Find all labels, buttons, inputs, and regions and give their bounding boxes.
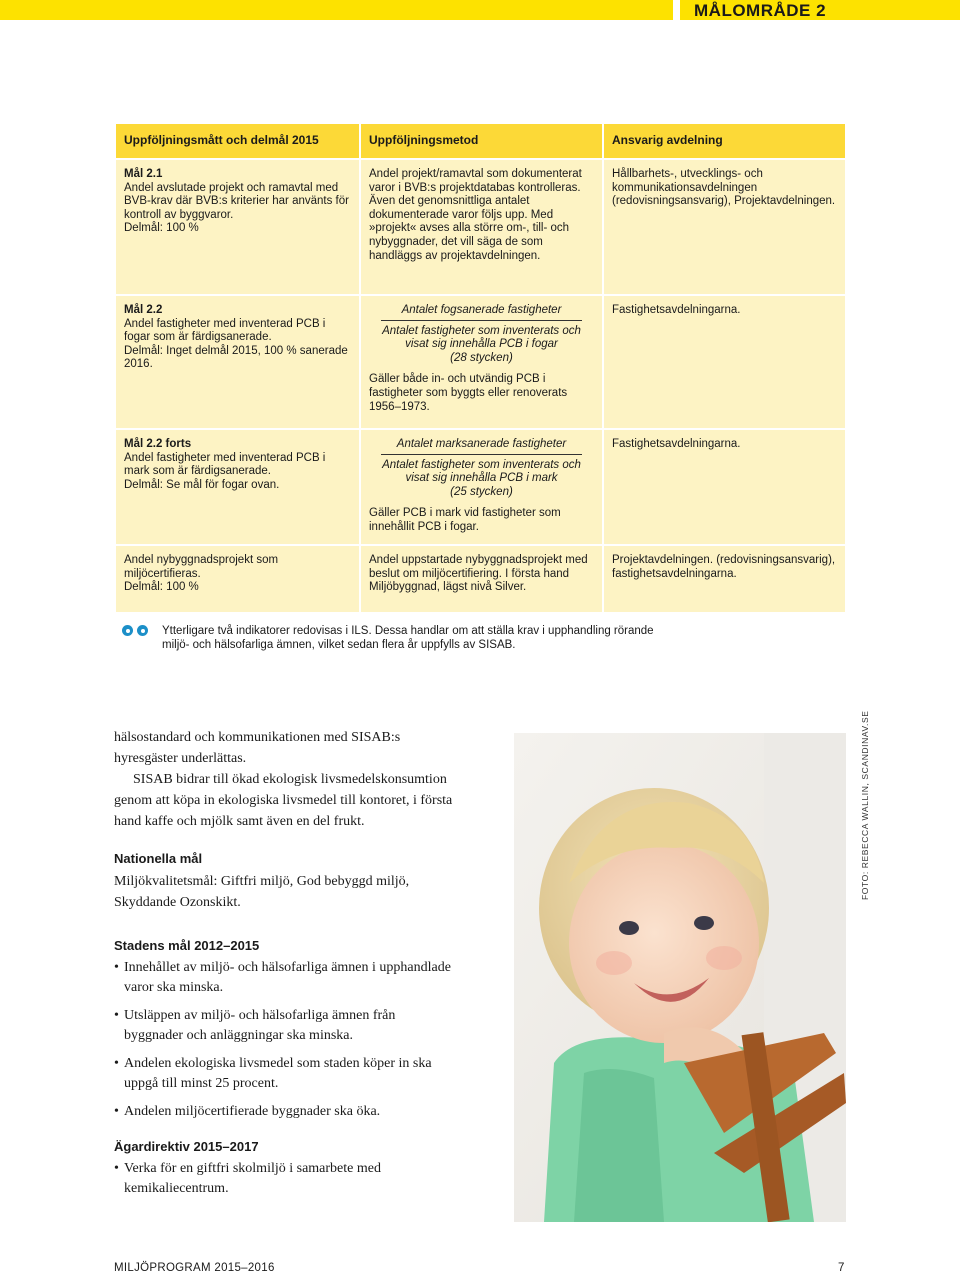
section-tag: MÅLOMRÅDE 2: [680, 0, 960, 20]
responsible-department: Projektavdelningen. (redovisningsansvarig), fastighetsavdelningarna.: [602, 546, 845, 612]
paragraph: SISAB bidrar till ökad ekologisk livsmedelskonsumtion genom att köpa in ekologiska livsmedel till kontoret, i första hand kaffe och mjölk samt även en del frukt.: [114, 772, 453, 829]
goal-id: Mål 2.2: [124, 304, 163, 316]
goal-id: Mål 2.1: [124, 168, 163, 180]
ils-note-text: Ytterligare två indikatorer redovisas i ILS. Dessa handlar om att ställa krav i upphandling rörande miljö- och hälsofarliga ämnen, vilket sedan flera år uppfylls av SISAB.: [162, 625, 654, 651]
goal-text: Andel fastigheter med inventerad PCB i fogar som är färdigsanerade.: [124, 317, 326, 344]
info-dots-icon: [122, 625, 148, 636]
paragraph: Miljökvalitetsmål: Giftfri miljö, God bebyggd miljö, Skyddande Ozonskikt.: [114, 874, 410, 910]
fraction-count: (25 stycken): [450, 485, 513, 498]
goal-target: Delmål: Se mål för fogar ovan.: [124, 478, 280, 491]
city-goals-list: [114, 958, 454, 1122]
responsible-department: Hållbarhets-, utvecklings- och kommunikationsavdelningen (redovisningsansvarig), Projektavdelningen.: [602, 160, 845, 294]
table-row: [116, 544, 845, 612]
fraction-formula: [369, 304, 594, 365]
list-item: • Innehållet av miljö- och hälsofarliga ämnen i upphandlade varor ska minska.: [114, 958, 454, 998]
table-row: [116, 428, 845, 544]
list-item: • Utsläppen av miljö- och hälsofarliga ämnen från byggnader och anläggningar ska minska.: [114, 1006, 454, 1046]
responsible-department: Fastighetsavdelningarna.: [602, 296, 845, 428]
fraction-numerator: Antalet fogsanerade fastigheter: [381, 304, 582, 321]
fraction-numerator: Antalet marksanerade fastigheter: [381, 438, 582, 455]
fraction-formula: [369, 438, 594, 499]
goal-text: Andel avslutade projekt och ramavtal med BVB-krav där BVB:s kriterier har använts för kontroll av byggvaror.: [124, 181, 349, 221]
follow-up-method: Andel projekt/ramavtal som dokumenterat varor i BVB:s projektdatabas kontrolleras. Även det genomsnittliga antalet dokumenterade varor följs upp. Med »projekt« avses alla större om-, till- och nybyggnader, det vill säga de som handläggs av projektavdelningen.: [359, 160, 602, 294]
method-note: Gäller både in- och utvändig PCB i fastigheter som byggts eller renoverats 1956–1973.: [369, 373, 568, 413]
fraction-denominator: Antalet fastigheter som inventerats och visat sig innehålla PCB i fogar: [382, 324, 581, 351]
page-number: 7: [838, 1262, 845, 1274]
heading-city-goals: Stadens mål 2012–2015: [114, 938, 260, 953]
goal-target: Delmål: 100 %: [124, 222, 199, 235]
goal-target: Delmål: 100 %: [124, 581, 199, 594]
list-item: • Andelen ekologiska livsmedel som staden köper in ska uppgå till minst 25 procent.: [114, 1054, 454, 1094]
photo-credit: FOTO: REBECCA WALLIN, SCANDINAV.SE: [860, 710, 870, 900]
goal-text: Andel fastigheter med inventerad PCB i mark som är färdigsanerade.: [124, 451, 326, 478]
ils-note: [124, 624, 684, 652]
fraction-count: (28 stycken): [450, 351, 513, 364]
top-accent-bar: [0, 0, 673, 20]
child-photo: [514, 733, 846, 1222]
goal-id: Mål 2.2 forts: [124, 438, 192, 450]
column-header: Uppföljningsmått och delmål 2015: [116, 124, 359, 158]
follow-up-method: Andel uppstartade nybyggnadsprojekt med beslut om miljöcertifiering. I första hand Miljöbyggnad, lägst nivå Silver.: [359, 546, 602, 612]
heading-national-goals: Nationella mål: [114, 851, 203, 866]
table-row: [116, 158, 845, 294]
heading-owner-directive: Ägardirektiv 2015–2017: [114, 1139, 259, 1154]
column-header: Ansvarig avdelning: [602, 124, 845, 158]
goal-target: Delmål: Inget delmål 2015, 100 % sanerade 2016.: [124, 344, 348, 371]
list-item: • Andelen miljöcertifierade byggnader ska öka.: [114, 1102, 454, 1122]
table-header-row: [116, 124, 845, 158]
paragraph: hälsostandard och kommunikationen med SISAB:s hyresgäster underlättas.: [114, 730, 401, 766]
column-header: Uppföljningsmetod: [359, 124, 602, 158]
fraction-denominator: Antalet fastigheter som inventerats och visat sig innehålla PCB i mark: [382, 458, 581, 485]
method-note: Gäller PCB i mark vid fastigheter som innehållit PCB i fogar.: [369, 507, 561, 533]
body-text-column: [114, 727, 454, 1207]
list-item: • Verka för en giftfri skolmiljö i samarbete med kemikaliecentrum.: [114, 1159, 454, 1199]
footer-title: MILJÖPROGRAM 2015–2016: [114, 1262, 275, 1274]
responsible-department: Fastighetsavdelningarna.: [602, 430, 845, 544]
goal-text: Andel nybyggnadsprojekt som miljöcertifieras.: [124, 554, 279, 580]
goals-table: [116, 124, 845, 612]
table-row: [116, 294, 845, 428]
owner-directive-list: [114, 1159, 454, 1199]
